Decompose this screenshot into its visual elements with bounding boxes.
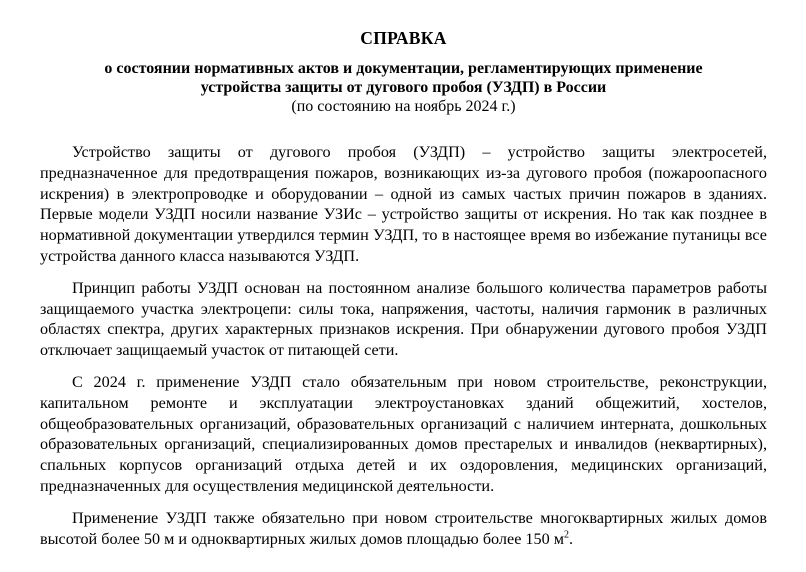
document-body xyxy=(40,142,767,549)
subtitle-line-1: о состоянии нормативных актов и документации, регламентирующих применение xyxy=(104,60,703,77)
paragraph-residential-requirement xyxy=(40,508,767,550)
paragraph-residential-text: Применение УЗДП также обязательно при новом строительстве многоквартирных жилых домов высотой более 50 м и одноквартирных жилых домов площадью более 150 м xyxy=(40,508,767,548)
document-subtitle xyxy=(40,59,767,97)
final-period: . xyxy=(569,529,574,548)
as-of-date: (по состоянию на ноябрь 2024 г.) xyxy=(291,98,516,115)
paragraph-definition: Устройство защиты от дугового пробоя (УЗДП) – устройство защиты электросетей, предназначенное для предотвращения пожаров, возникающих из-за дугового пробоя (пожароопасного искрения) в электропроводке и оборудовании – одной из самых частых причин пожаров в зданиях. Первые модели УЗДП носили название УЗИс – устройство защиты от искрения. Но так как позднее в нормативной документации утвердился термин УЗДП, то в настоящее время во избежание путаницы все устройства данного класса называются УЗДП. xyxy=(40,143,767,265)
paragraph-operating-principle: Принцип работы УЗДП основан на постоянном анализе большого количества параметров работы защищаемого участка электроцепи: силы тока, напряжения, частоты, наличия гармоник в различных областях спектра, других характерных признаков искрения. При обнаружении дугового пробоя УЗДП отключает защищаемый участок от питающей сети. xyxy=(40,278,767,360)
document-page xyxy=(40,0,767,560)
document-title: СПРАВКА xyxy=(360,28,447,48)
paragraph-mandatory-2024: С 2024 г. применение УЗДП стало обязательным при новом строительстве, реконструкции, капитальном ремонте и эксплуатации электроустановках зданий общежитий, хостелов, общеобразовательных организаций, образовательных организаций с наличием интерната, дошкольных образовательных организаций, специализированных домов престарелых и инвалидов (неквартирных), спальных корпусов организаций отдыха детей и их оздоровления, медицинских организаций, предназначенных для осуществления медицинской деятельности. xyxy=(40,372,767,495)
square-exponent: 2 xyxy=(564,529,569,541)
subtitle-line-2: устройства защиты от дугового пробоя (УЗДП) в России xyxy=(200,79,607,96)
